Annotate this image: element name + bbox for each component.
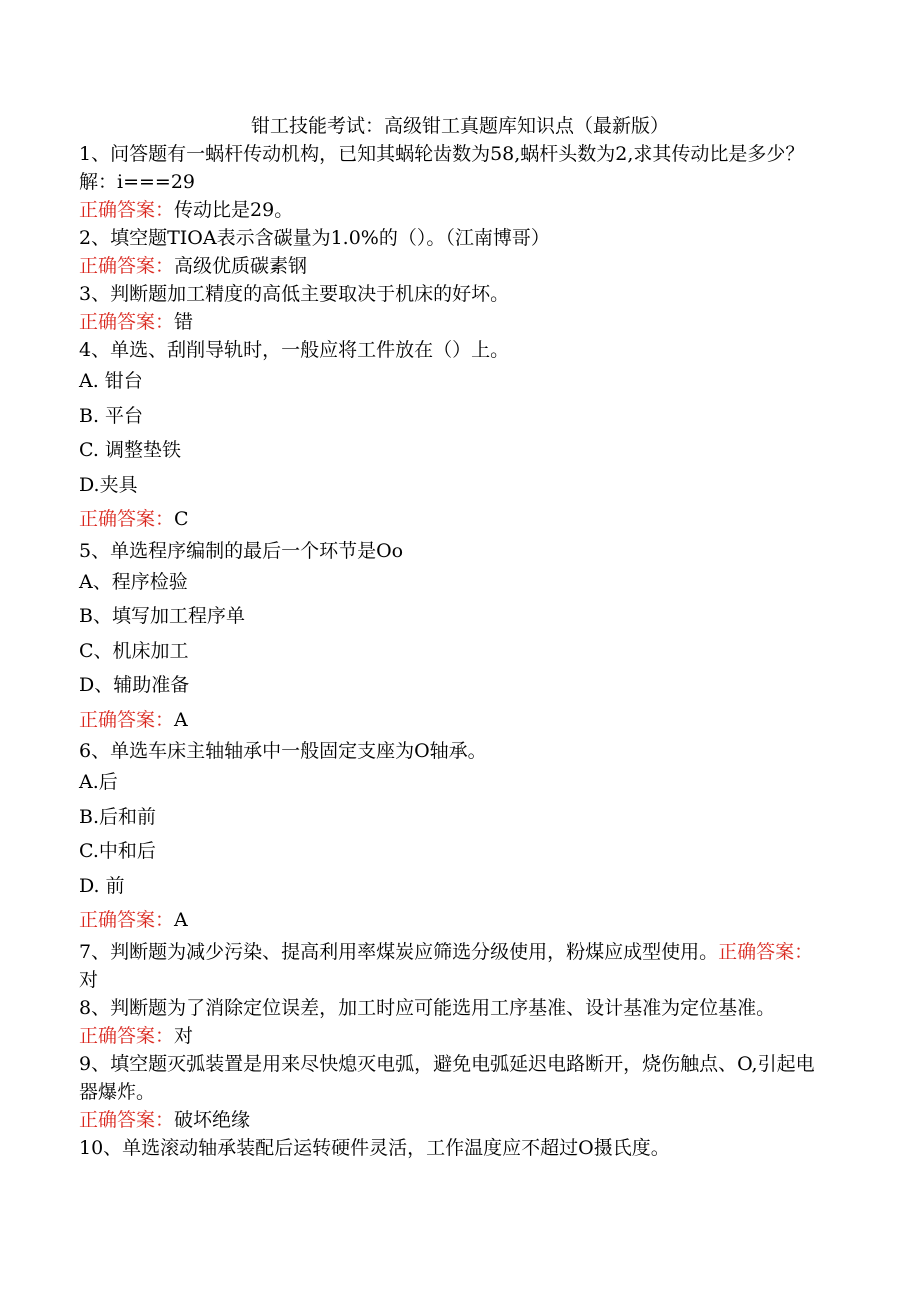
question-6-text: 6、单选车床主轴轴承中一般固定支座为O轴承。 <box>79 740 487 762</box>
question-2-text: 2、填空题TIOA表示含碳量为1.0%的（）。（江南博哥） <box>79 227 550 249</box>
question-5-option-c: C、机床加工 <box>79 639 189 662</box>
question-4-option-c: C. 调整垫铁 <box>79 439 181 461</box>
question-5-answer <box>79 703 829 738</box>
question-4-text: 4、单选、刮削导轨时，一般应将工件放在（）上。 <box>79 339 510 361</box>
answer-label: 正确答案： <box>79 255 175 277</box>
answer-label: 正确答案： <box>79 909 175 931</box>
question-1-answer <box>79 196 829 224</box>
answer-label: 正确答案： <box>79 311 175 333</box>
answer-label: 正确答案： <box>79 1024 175 1047</box>
answer-value: 对 <box>174 1024 194 1047</box>
answer-label: 正确答案： <box>79 708 175 731</box>
answer-value: C <box>174 508 189 530</box>
answer-value: A <box>174 708 188 731</box>
question-6-option-a: A.后 <box>79 771 118 793</box>
question-list <box>79 140 829 1162</box>
question-6-option-b: B.后和前 <box>79 805 157 828</box>
question-9-answer <box>79 1106 829 1134</box>
question-4-option-a: A. 钳台 <box>79 370 143 392</box>
question-6-option-d: D. 前 <box>79 874 125 897</box>
question-3-text: 3、判断题加工精度的高低主要取决于机床的好坏。 <box>79 283 510 305</box>
answer-value: A <box>174 909 188 931</box>
answer-label: 正确答案： <box>718 940 814 963</box>
question-3-answer <box>79 308 829 336</box>
question-4-option-d: D.夹具 <box>79 473 138 496</box>
question-9-text: 9、填空题灭弧装置是用来尽快熄灭电弧，避免电弧延迟电路断开，烧伤触点、O,引起电器爆炸。 <box>79 1052 815 1103</box>
question-6-option-c: C.中和后 <box>79 840 156 862</box>
question-8-answer <box>79 1022 829 1050</box>
answer-label: 正确答案： <box>79 508 175 530</box>
answer-value: 高级优质碳素钢 <box>174 255 308 277</box>
question-2-answer <box>79 252 829 280</box>
question-1-text: 1、问答题有一蜗杆传动机构，已知其蜗轮齿数为58,蜗杆头数为2,求其传动比是多少？解：i===29 <box>79 143 805 193</box>
document-title: 钳工技能考试：高级钳工真题库知识点（最新版） <box>250 115 669 137</box>
question-7 <box>79 938 829 994</box>
question-10-text: 10、单选滚动轴承装配后运转硬件灵活，工作温度应不超过O摄氏度。 <box>79 1136 670 1159</box>
answer-value: 对 <box>79 968 99 991</box>
question-8-text: 8、判断题为了消除定位误差，加工时应可能选用工序基准、设计基准为定位基准。 <box>79 996 776 1019</box>
question-5-option-a: A、程序检验 <box>79 570 188 593</box>
question-4-option-b: B. 平台 <box>79 404 144 427</box>
question-6-answer <box>79 903 829 938</box>
answer-value: 传动比是29。 <box>174 199 294 221</box>
question-7-text: 7、判断题为减少污染、提高利用率煤炭应筛选分级使用，粉煤应成型使用。 <box>79 940 719 963</box>
answer-label: 正确答案： <box>79 1108 175 1131</box>
answer-value: 错 <box>174 311 194 333</box>
question-5-option-b: B、填写加工程序单 <box>79 605 245 627</box>
question-5-option-d: D、辅助准备 <box>79 674 190 696</box>
answer-label: 正确答案： <box>79 199 175 221</box>
answer-value: 破坏绝缘 <box>174 1108 251 1131</box>
question-5-text: 5、单选程序编制的最后一个环节是Oo <box>79 539 404 562</box>
question-4-answer <box>79 502 829 537</box>
